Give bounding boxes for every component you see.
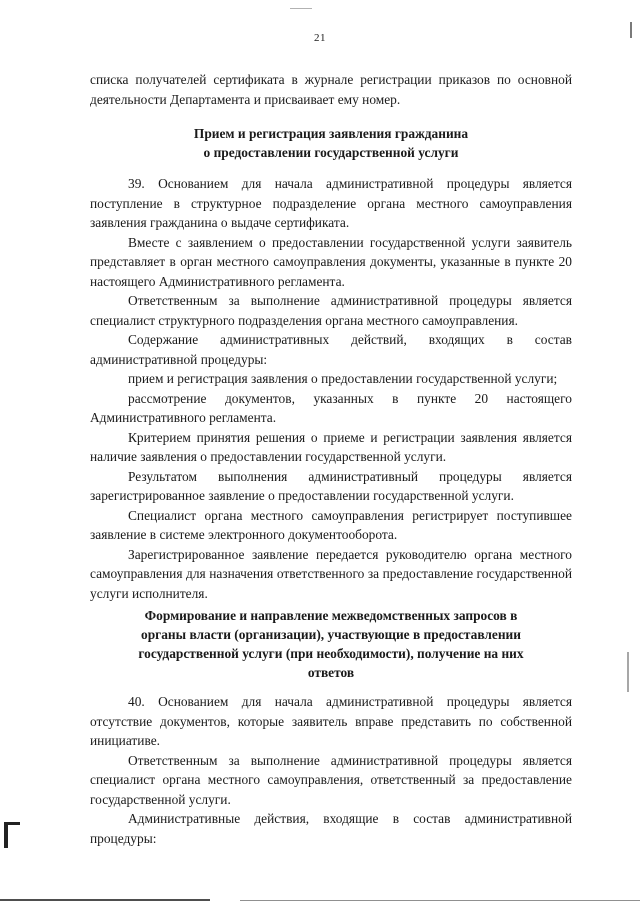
section2-heading: [90, 606, 572, 682]
scan-edge-bottom-right: [240, 900, 640, 901]
section2-body: [90, 692, 572, 848]
scan-mark-left-bracket-h: [4, 822, 20, 825]
continuation-block: [90, 70, 572, 109]
section2-heading-line: органы власти (организации), участвующие в предоставлении: [141, 627, 521, 642]
section1-body: [90, 174, 572, 603]
section1-heading-line: Прием и регистрация заявления гражданина: [193, 126, 469, 141]
paragraph: Ответственным за выполнение административной процедуры является специалист органа местного самоуправления, ответственный за предоставление государственной услуги.: [90, 752, 572, 807]
scan-mark-top: [290, 8, 312, 9]
paragraph: Критерием принятия решения о приеме и регистрации заявления является наличие заявления о предоставлении государственной услуги.: [90, 429, 572, 464]
paragraph: Ответственным за выполнение административной процедуры является специалист структурного подразделения органа местного самоуправления.: [90, 293, 572, 328]
paragraph: Административные действия, входящие в состав административной процедуры:: [90, 811, 572, 846]
continuation-paragraph: списка получателей сертификата в журнале регистрации приказов по основной деятельности Департамента и присваивает ему номер.: [90, 72, 572, 107]
section1-heading: [90, 124, 572, 162]
scan-edge-bottom-left: [0, 899, 210, 901]
paragraph: 40. Основанием для начала административной процедуры является отсутствие документов, которые заявитель вправе представить по собственной инициативе.: [90, 694, 572, 748]
section1-heading-line: о предоставлении государственной услуги: [203, 145, 459, 160]
paragraph: Вместе с заявлением о предоставлении государственной услуги заявитель представляет в орган местного самоуправления документы, указанные в пункте 20 настоящего Административного регламента.: [90, 234, 572, 289]
scan-mark-left-bracket-v: [4, 822, 8, 848]
section2-heading-line: ответов: [307, 665, 355, 680]
scan-mark-right-mid: [627, 652, 629, 692]
section2-heading-line: Формирование и направление межведомственных запросов в: [144, 608, 518, 623]
paragraph: Зарегистрированное заявление передается руководителю органа местного самоуправления для назначения ответственного за предоставление государственной услуги исполнителя.: [90, 546, 572, 601]
paragraph: рассмотрение документов, указанных в пункте 20 настоящего Административного регламента.: [90, 390, 572, 425]
paragraph: прием и регистрация заявления о предоставлении государственной услуги;: [128, 371, 558, 386]
paragraph: Специалист органа местного самоуправления регистрирует поступившее заявление в системе электронного документооборота.: [90, 507, 572, 542]
page-number: 21: [314, 32, 326, 44]
section2-heading-line: государственной услуги (при необходимости), получение на них: [138, 646, 524, 661]
paragraph: Содержание административных действий, входящих в состав административной процедуры:: [90, 332, 572, 367]
paragraph: 39. Основанием для начала административной процедуры является поступление в структурное подразделение органа местного самоуправления заявления гражданина о выдаче сертификата.: [90, 176, 572, 230]
paragraph: Результатом выполнения административный процедуры является зарегистрированное заявление о предоставлении государственной услуги.: [90, 468, 572, 503]
